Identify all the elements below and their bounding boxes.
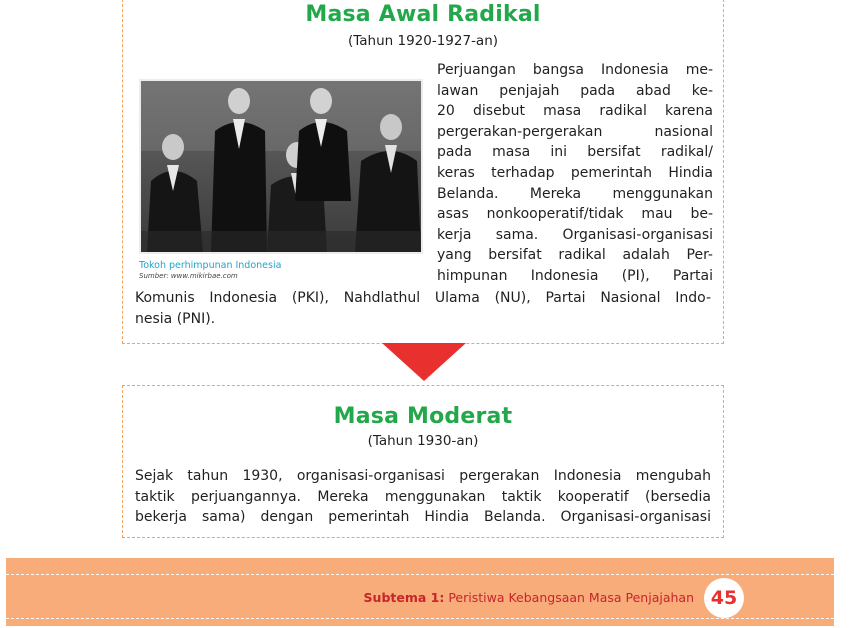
section-subtitle: (Tahun 1930-an) (367, 433, 479, 449)
photo-source: Sumber: www.mikirbae.com (139, 272, 238, 280)
paragraph-line: himpunan Indonesia (PI), Partai (437, 267, 713, 284)
footer-subtema (364, 590, 694, 605)
down-arrow-icon (382, 343, 466, 381)
paragraph-line: nesia (PNI). (135, 310, 216, 327)
section-moderat-box (122, 385, 724, 538)
paragraph-line: taktik perjuangannya. Mereka menggunakan taktik kooperatif (bersedia (135, 488, 711, 505)
section-radikal-box (122, 0, 724, 344)
paragraph-line: yang bersifat radikal adalah Per- (437, 247, 713, 264)
paragraph-radikal (437, 60, 713, 287)
paragraph-line: 20 disebut masa radikal karena (437, 103, 713, 120)
paragraph-moderat (135, 466, 711, 528)
paragraph-line: keras terhadap pemerintah Hindia (437, 164, 713, 181)
paragraph-line: pada masa ini bersifat radikal/ (437, 144, 713, 161)
page-footer (6, 558, 834, 626)
paragraph-line: pergerakan-pergerakan nasional (437, 123, 713, 140)
photo-caption: Tokoh perhimpunan Indonesia (139, 260, 282, 271)
subtema-label: Subtema 1: (363, 590, 445, 605)
paragraph-line: lawan penjajah pada abad ke- (437, 82, 713, 99)
historical-photo-frame (139, 79, 423, 254)
page-number: 45 (704, 578, 744, 618)
paragraph-line: Komunis Indonesia (PKI), Nahdlathul Ulama (NU), Partai Nasional Indo- (135, 290, 711, 306)
historical-group-photo (141, 81, 421, 252)
section-subtitle: (Tahun 1920-1927-an) (347, 33, 499, 49)
footer-divider (6, 574, 834, 575)
section-title: Masa Awal Radikal (305, 2, 541, 27)
paragraph-radikal-continued (135, 288, 711, 329)
paragraph-line: asas nonkooperatif/tidak mau be- (437, 206, 713, 223)
paragraph-line: Belanda. Mereka menggunakan (437, 185, 713, 202)
subtema-text: Peristiwa Kebangsaan Masa Penjajahan (448, 590, 694, 605)
paragraph-line: bekerja sama) dengan pemerintah Hindia Belanda. Organisasi-organisasi (135, 509, 711, 526)
paragraph-line: kerja sama. Organisasi-organisasi (437, 226, 713, 243)
paragraph-line: Sejak tahun 1930, organisasi-organisasi pergerakan Indonesia mengubah (135, 468, 711, 484)
section-title: Masa Moderat (333, 404, 513, 429)
footer-divider (6, 618, 834, 619)
paragraph-line: Perjuangan bangsa Indonesia me- (437, 62, 713, 78)
